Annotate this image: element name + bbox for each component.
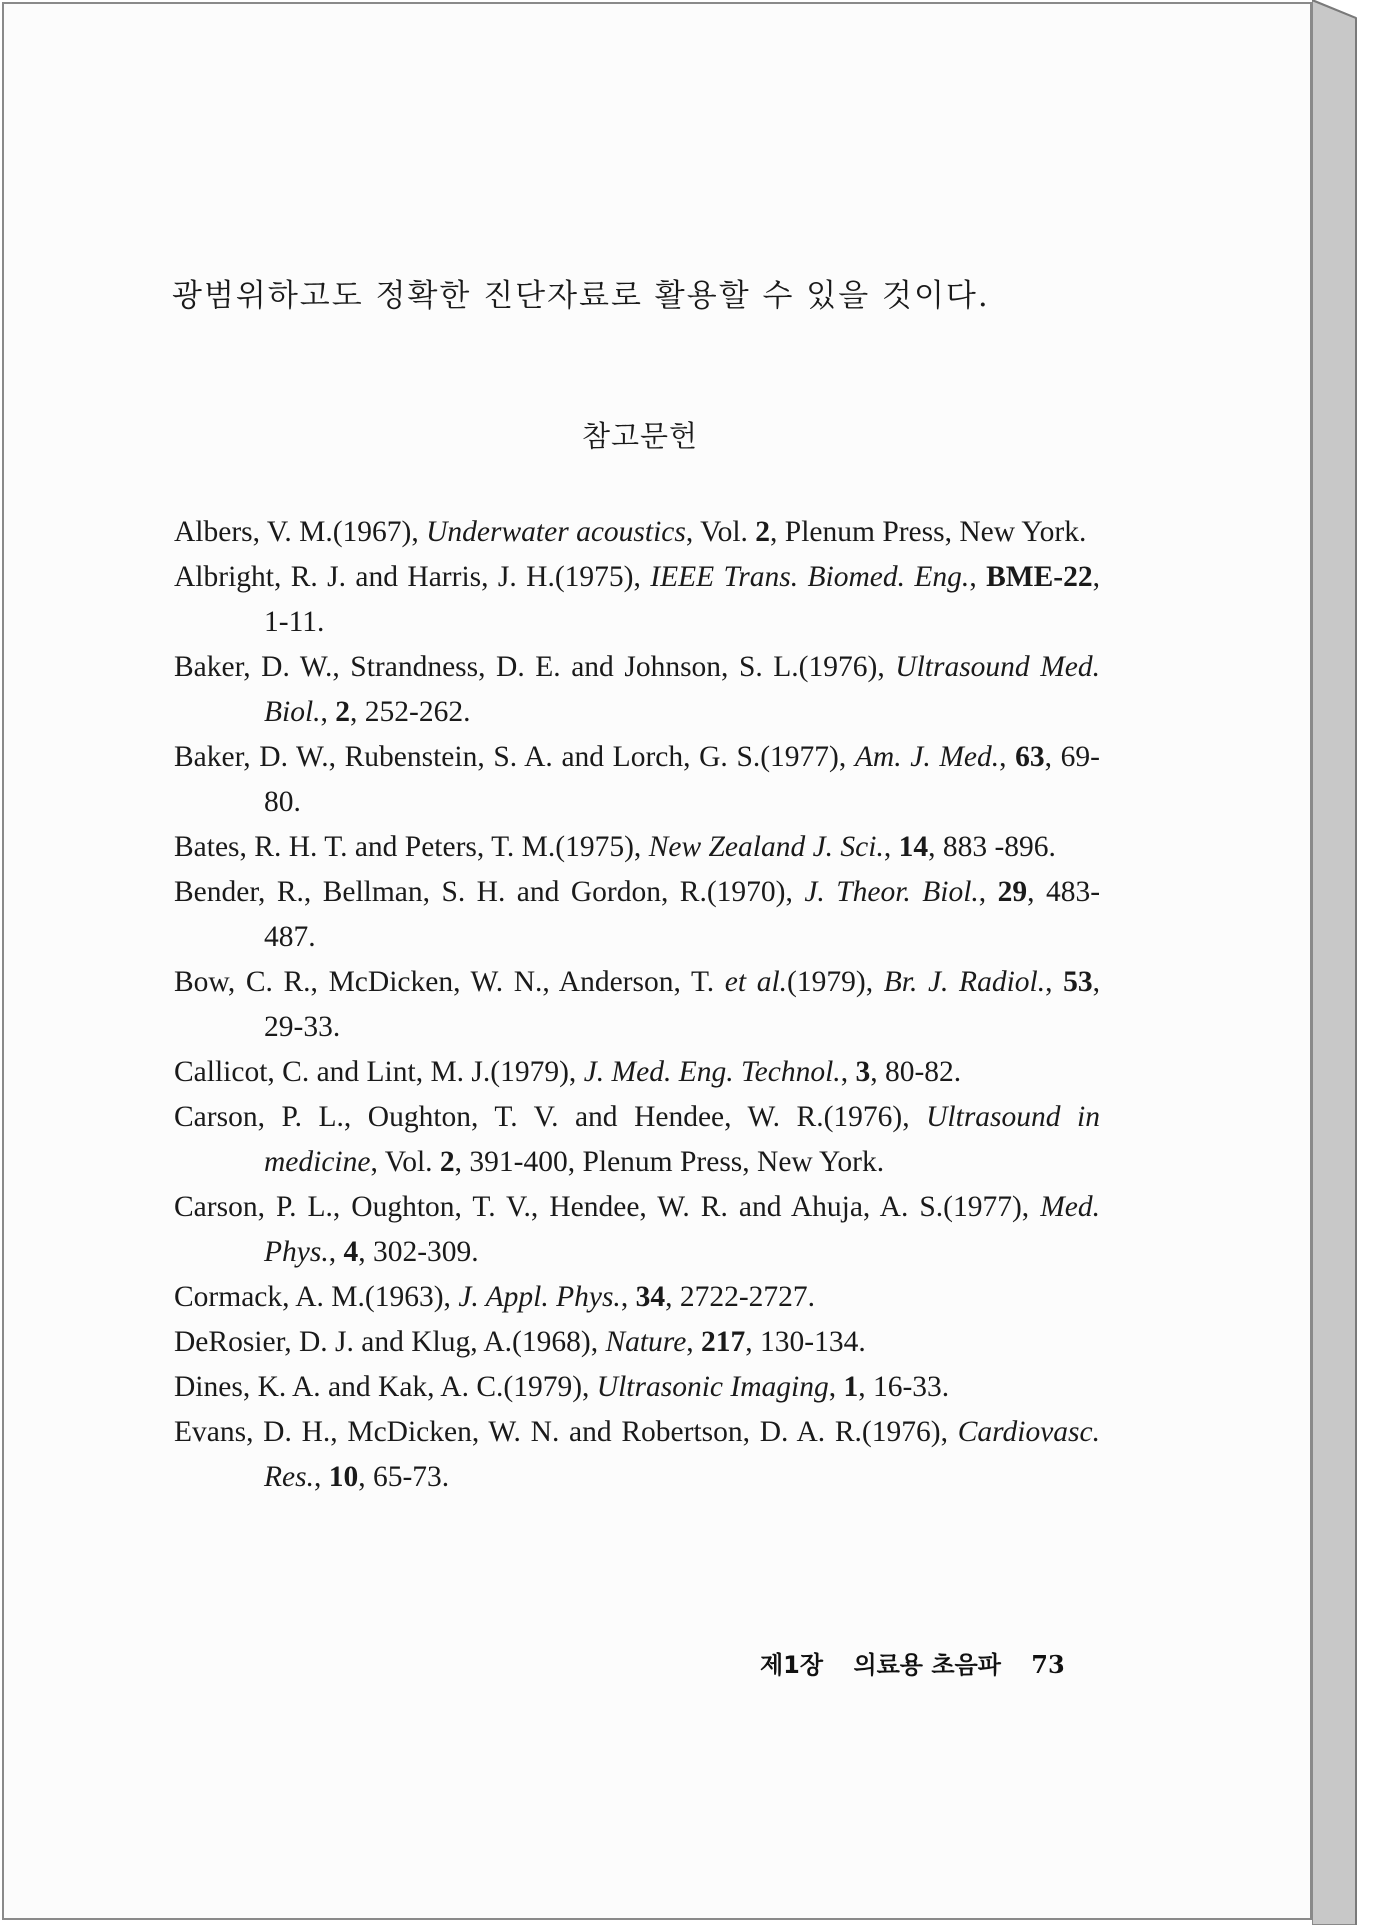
reference-text: , 391-400, Plenum Press, New York. (454, 1146, 885, 1178)
reference-text: , 1-11. (264, 561, 1100, 638)
reference-text: , 2722-2727. (665, 1281, 816, 1313)
reference-text: , 65-73. (358, 1461, 450, 1493)
reference-journal-title: IEEE Trans. Biomed. Eng. (650, 561, 970, 593)
reference-text: Albers, V. M.(1967), (174, 516, 427, 548)
reference-volume: 3 (855, 1056, 871, 1088)
reference-journal-title: Br. J. Radiol. (883, 966, 1046, 998)
reference-volume: 2 (335, 696, 351, 728)
reference-journal-title: Ultrasound in medicine (264, 1101, 1100, 1178)
reference-text: , 16-33. (858, 1371, 950, 1403)
reference-text: , 130-134. (745, 1326, 866, 1358)
reference-text: , (686, 1326, 702, 1358)
reference-volume: 34 (635, 1281, 666, 1313)
reference-text: Callicot, C. and Lint, M. J.(1979), (174, 1056, 584, 1088)
reference-journal-title: Nature (605, 1326, 687, 1358)
reference-entry (174, 825, 1100, 870)
reference-text: , Vol. (685, 516, 756, 548)
page-footer (760, 1645, 1065, 1680)
reference-text: Carson, P. L., Oughton, T. V., Hendee, W. R. and Ahuja, A. S.(1977), (174, 1191, 1041, 1223)
reference-text: Baker, D. W., Strandness, D. E. and Johnson, S. L.(1976), (174, 651, 896, 683)
reference-journal-title: Ultrasonic Imaging (596, 1371, 829, 1403)
reference-volume: 10 (328, 1461, 359, 1493)
reference-entry (174, 1275, 1100, 1320)
reference-journal-title: Underwater acoustics (426, 516, 686, 548)
reference-text: , (313, 1461, 329, 1493)
reference-entry (174, 1095, 1100, 1185)
reference-journal-title: New Zealand J. Sci. (648, 831, 884, 863)
reference-text: , Vol. (370, 1146, 440, 1178)
references-heading: 참고문헌 (581, 419, 699, 453)
reference-volume: 2 (755, 516, 771, 548)
reference-text: , (1045, 966, 1064, 998)
reference-text: , (320, 696, 336, 728)
reference-volume: 14 (898, 831, 929, 863)
reference-journal-title: Cardiovasc. Res. (264, 1416, 1100, 1493)
reference-volume: 53 (1063, 966, 1093, 998)
reference-text: Baker, D. W., Rubenstein, S. A. and Lorch, G. S.(1977), (174, 741, 855, 773)
reference-volume: 2 (439, 1146, 455, 1178)
reference-text: , 302-309. (358, 1236, 479, 1268)
reference-text: , 252-262. (350, 696, 471, 728)
reference-journal-title: Med. Phys. (264, 1191, 1100, 1268)
reference-entry (174, 960, 1100, 1050)
reference-text: Bow, C. R., McDicken, W. N., Anderson, T. (174, 966, 725, 998)
reference-text: , (969, 561, 987, 593)
reference-text: , (620, 1281, 636, 1313)
reference-volume: 29 (997, 876, 1028, 908)
reference-text: (1979), (787, 966, 884, 998)
reference-volume: 4 (343, 1236, 359, 1268)
reference-volume: 63 (1015, 741, 1045, 773)
reference-text: Bender, R., Bellman, S. H. and Gordon, R.(1970), (174, 876, 805, 908)
reference-entry (174, 1320, 1100, 1365)
reference-text: , 29-33. (264, 966, 1100, 1043)
reference-entry (174, 510, 1100, 555)
reference-journal-title: J. Appl. Phys. (458, 1281, 621, 1313)
page-edge-shape (1312, 0, 1374, 1925)
reference-entry (174, 1050, 1100, 1095)
reference-journal-title: Ultrasound Med. Biol. (264, 651, 1101, 728)
reference-entry (174, 645, 1100, 735)
reference-text: DeRosier, D. J. and Klug, A.(1968), (174, 1326, 606, 1358)
reference-journal-title: J. Med. Eng. Technol. (583, 1056, 841, 1088)
reference-text: , (328, 1236, 344, 1268)
reference-entry (174, 870, 1100, 960)
reference-text: , (840, 1056, 856, 1088)
intro-sentence: 광범위하고도 정확한 진단자료로 활용할 수 있을 것이다. (172, 278, 990, 314)
reference-text: , 883 -896. (928, 831, 1056, 863)
reference-journal-title: J. Theor. Biol. (804, 876, 979, 908)
reference-volume: 1 (843, 1371, 859, 1403)
reference-text: Cormack, A. M.(1963), (174, 1281, 459, 1313)
reference-entry (174, 555, 1100, 645)
reference-text: , 80-82. (870, 1056, 962, 1088)
footer-chapter: 제1장 (760, 1651, 824, 1679)
page-number: 73 (1031, 1650, 1065, 1679)
reference-text: , (883, 831, 899, 863)
reference-entry (174, 1185, 1100, 1275)
reference-volume: BME-22 (986, 561, 1093, 593)
reference-entry (174, 1410, 1100, 1500)
reference-text: Evans, D. H., McDicken, W. N. and Robertson, D. A. R.(1976), (174, 1416, 958, 1448)
reference-entry (174, 1365, 1100, 1410)
reference-text: Albright, R. J. and Harris, J. H.(1975), (174, 561, 651, 593)
reference-text: , 69-80. (264, 741, 1100, 818)
reference-text: , (828, 1371, 844, 1403)
reference-journal-title: Am. J. Med. (854, 741, 1000, 773)
reference-text: , (999, 741, 1016, 773)
reference-text: Bates, R. H. T. and Peters, T. M.(1975), (174, 831, 649, 863)
reference-list (174, 510, 1100, 1500)
reference-text: Carson, P. L., Oughton, T. V. and Hendee, W. R.(1976), (174, 1101, 927, 1133)
reference-text: , 483-487. (264, 876, 1101, 953)
book-page-edge (1312, 0, 1374, 1925)
reference-journal-title: et al. (724, 966, 788, 998)
reference-text: Dines, K. A. and Kak, A. C.(1979), (174, 1371, 597, 1403)
reference-volume: 217 (701, 1326, 746, 1358)
reference-text: , (978, 876, 998, 908)
reference-text: , Plenum Press, New York. (770, 516, 1087, 548)
footer-chapter-title: 의료용 초음파 (853, 1651, 1001, 1679)
reference-entry (174, 735, 1100, 825)
